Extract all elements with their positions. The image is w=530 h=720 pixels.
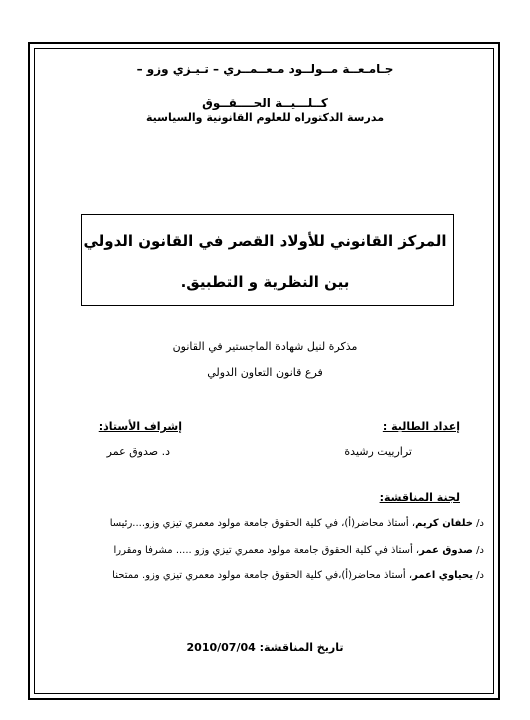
committee-member-3 bbox=[112, 570, 484, 581]
date-value: 2010/07/04 bbox=[186, 641, 256, 654]
member-prefix: د/ bbox=[472, 570, 484, 581]
memo-degree: مذكرة لنيل شهادة الماجستير في القانون bbox=[172, 340, 358, 353]
title-box bbox=[81, 214, 454, 306]
member-prefix: د/ bbox=[472, 518, 484, 529]
member-name: يحياوي اعمر bbox=[412, 570, 473, 581]
faculty-name: كــلـــيــة الحــــقــوق bbox=[202, 96, 328, 110]
member-detail: ، أستاذ محاضر(أ)،في كلية الحقوق جامعة مولود معمري تيزي وزو. ممتحنا bbox=[112, 570, 413, 581]
student-label: إعداد الطالبة : bbox=[382, 420, 460, 433]
member-name: صدوق عمر bbox=[419, 545, 473, 556]
member-name: خلفان كريم bbox=[415, 518, 473, 529]
doctoral-school-name: مدرسة الدكتوراه للعلوم القانونية والسياسية bbox=[145, 111, 384, 124]
committee-member-1 bbox=[110, 518, 484, 529]
student-name: ترارييت رشيدة bbox=[344, 445, 412, 458]
thesis-title-line-2: بين النظرية و التطبيق. bbox=[180, 273, 350, 291]
member-detail: ، أستاذ في كلية الحقوق جامعة مولود معمري تيزي وزو ..... مشرفا ومقررا bbox=[113, 545, 420, 556]
date-label: تاريخ المناقشة: bbox=[255, 641, 344, 654]
committee-label: لجنة المناقشة: bbox=[379, 491, 460, 504]
member-detail: ، أستاذ محاضر(أ)، في كلية الحقوق جامعة مولود معمري تيزي وزو....رئيسا bbox=[109, 518, 416, 529]
defense-date bbox=[40, 641, 490, 654]
committee-member-2 bbox=[113, 545, 484, 556]
university-name: جـامـعــة مــولــود مـعــمــري – تـيـزي وزو – bbox=[136, 62, 394, 76]
memo-branch: فرع قانون التعاون الدولي bbox=[207, 366, 323, 379]
member-prefix: د/ bbox=[472, 545, 484, 556]
supervisor-name: د. صدوق عمر bbox=[106, 445, 170, 458]
thesis-title-line-1: المركز القانوني للأولاد القصر في القانون الدولي bbox=[83, 232, 447, 250]
supervisor-label: إشراف الأستاذ: bbox=[98, 420, 182, 433]
